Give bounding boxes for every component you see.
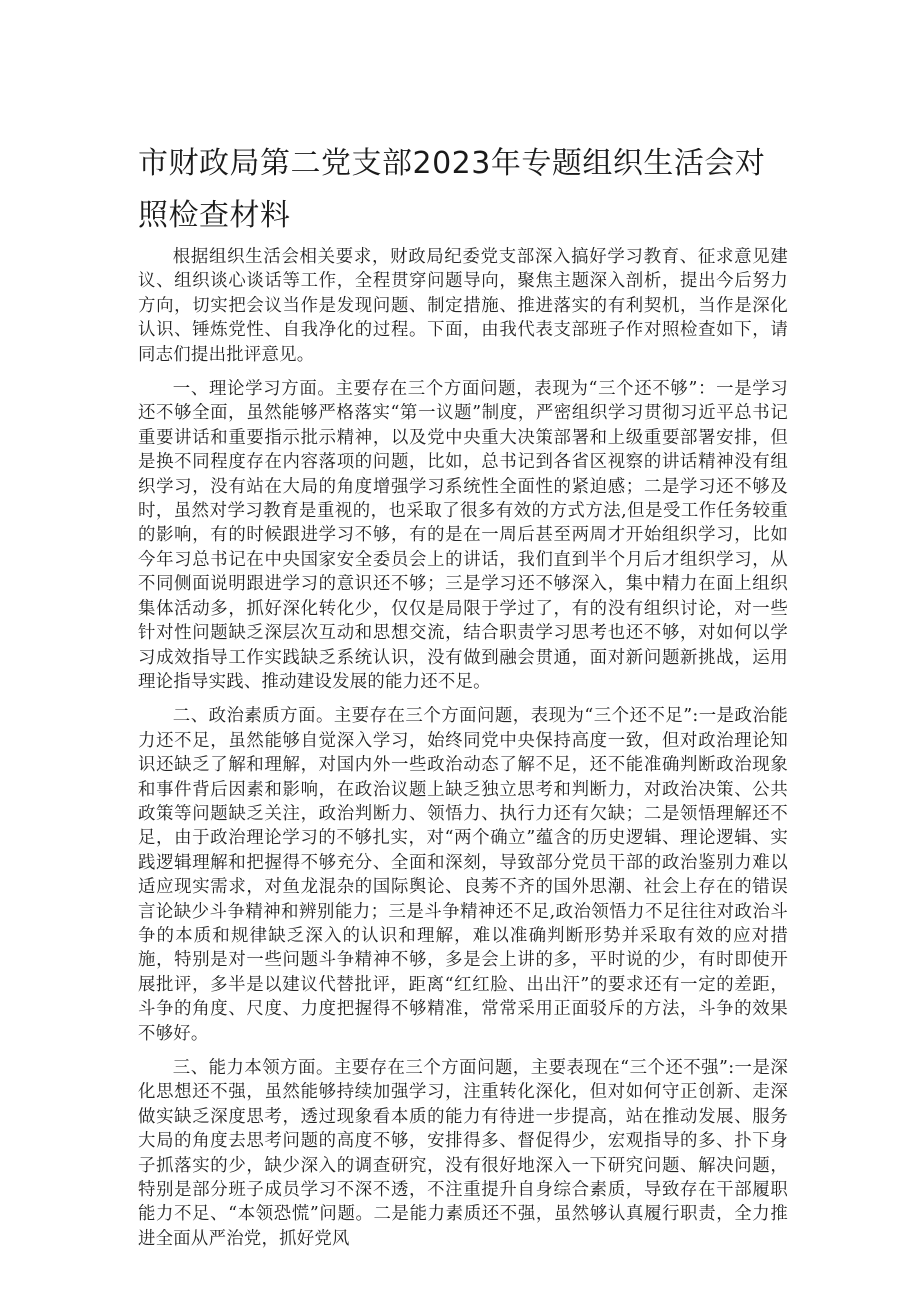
paragraph-theory-study: 一、理论学习方面。主要存在三个方面问题，表现为“三个还不够”：一是学习还不够全面，虽然能够严格落实“第一议题”制度，严密组织学习贯彻习近平总书记重要讲话和重要指示批示精神，以及党中央重大决策部署和上级重要部署安排，但是换不同程度存在内容落项的问题，比如，总书记到各省区视察的讲话精神没有组织学习，没有站在大局的角度增强学习系统性全面性的紧迫感；二是学习还不够及时，虽然对学习教育是重视的，也采取了很多有效的方式方法,但是受工作任务较重的影响，有的时候跟进学习不够，有的是在一周后甚至两周才开始组织学习，比如今年习总书记在中央国家安全委员会上的讲话，我们直到半个月后才组织学习，从不同侧面说明跟进学习的意识还不够；三是学习还不够深入，集中精力在面上组织集体活动多，抓好深化转化少，仅仅是局限于学过了，有的没有组织讨论，对一些针对性问题缺乏深层次互动和思想交流，结合职责学习思考也还不够，对如何以学习成效指导工作实践缺乏系统认识，没有做到融会贯通，面对新问题新挑战，运用理论指导实践、推动建设发展的能力还不足。 xyxy=(138,379,788,692)
document-title: 市财政局第二党支部2023年专题组织生活会对照检查材料 xyxy=(138,146,766,233)
paragraph-intro: 根据组织生活会相关要求，财政局纪委党支部深入搞好学习教育、征求意见建议、组织谈心谈话等工作，全程贯穿问题导向，聚焦主题深入剖析，提出今后努力方向，切实把会议当作是发现问题、制定措施、推进落实的有利契机，当作是深化认识、锤炼党性、自我净化的过程。下面，由我代表支部班子作对照检查如下，请同志们提出批评意见。 xyxy=(138,247,788,365)
document-body xyxy=(138,245,788,1261)
paragraph-capability: 三、能力本领方面。主要存在三个方面问题，主要表现在“三个还不强”:一是深化思想还不强，虽然能够持续加强学习，注重转化深化，但对如何守正创新、走深做实缺乏深度思考，透过现象看本质的能力有待进一步提高，站在推动发展、服务大局的角度去思考问题的高度不够，安排得多、督促得少，宏观指导的多、扑下身子抓落实的少，缺少深入的调查研究，没有很好地深入一下研究问题、解决问题，特别是部分班子成员学习不深不透，不注重提升自身综合素质，导致存在干部履职能力不足、“本领恐慌”问题。二是能力素质还不强，虽然够认真履行职责，全力推进全面从严治党，抓好党风 xyxy=(138,1058,788,1249)
paragraph-political-quality: 二、政治素质方面。主要存在三个方面问题，表现为“三个还不足”:一是政治能力还不足，虽然能够自觉深入学习，始终同党中央保持高度一致，但对政治理论知识还缺乏了解和理解，对国内外一些政治动态了解不足，还不能准确判断政治现象和事件背后因素和影响，在政治议题上缺乏独立思考和判断力，对政治决策、公共政策等问题缺乏关注，政治判断力、领悟力、执行力还有欠缺；二是领悟理解还不足，由于政治理论学习的不够扎实，对“两个确立”蕴含的历史逻辑、理论逻辑、实践逻辑理解和把握得不够充分、全面和深刻，导致部分党员干部的政治鉴别力难以适应现实需求，对鱼龙混杂的国际舆论、良莠不齐的国外思潮、社会上存在的错误言论缺少斗争精神和辨别能力；三是斗争精神还不足,政治领悟力不足往往对政治斗争的本质和规律缺乏深入的认识和理解，难以准确判断形势并采取有效的应对措施，特别是对一些问题斗争精神不够，多是会上讲的多，平时说的少，有时即使开展批评，多半是以建议代替批评，距离“红红脸、出出汗”的要求还有一定的差距，斗争的角度、尺度、力度把握得不够精准，常常采用正面驳斥的方法，斗争的效果不够好。 xyxy=(138,706,788,1044)
